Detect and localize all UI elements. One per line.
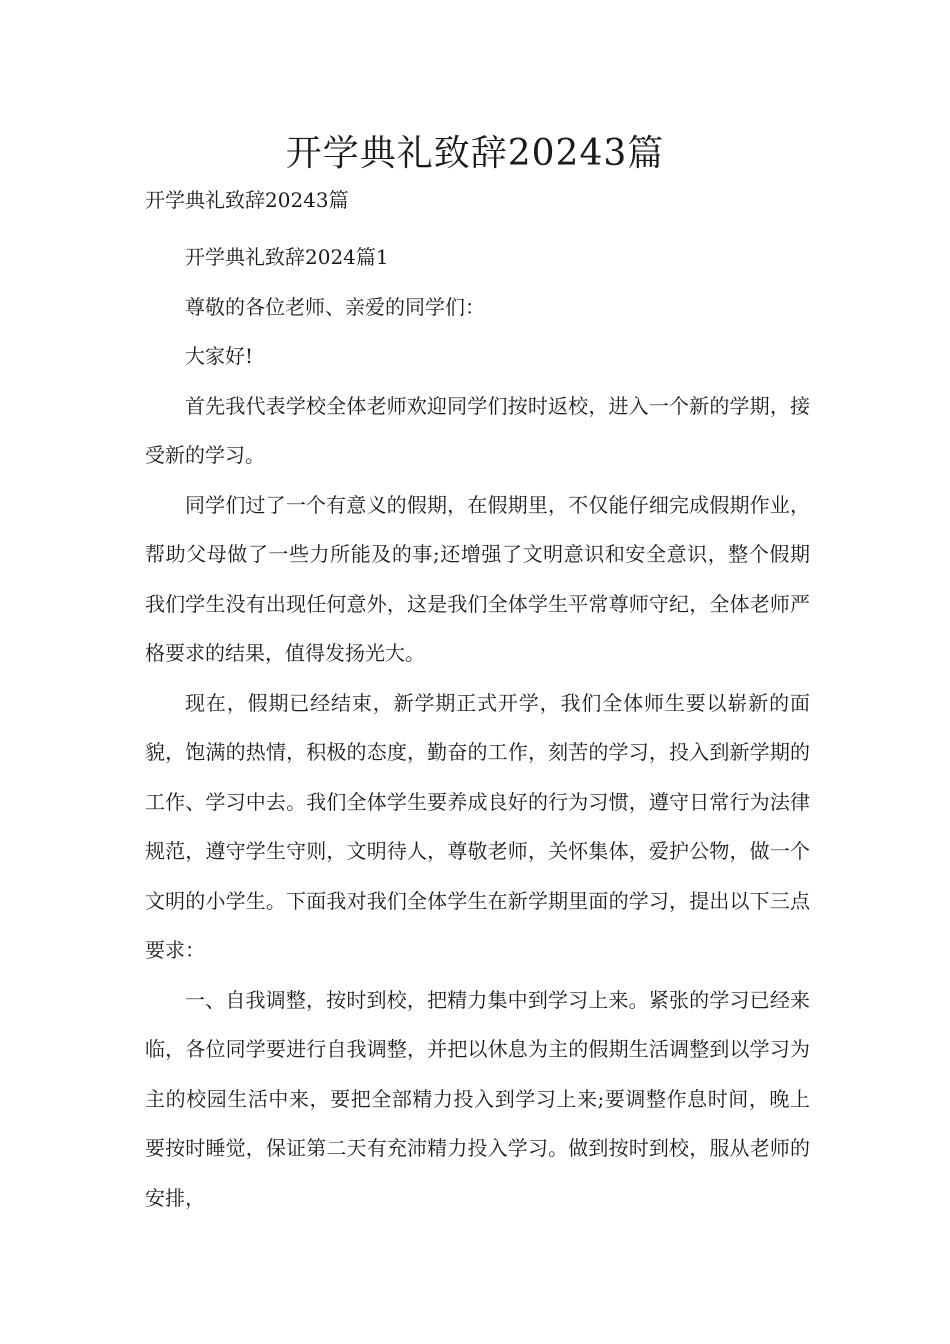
paragraph-new-semester: 现在，假期已经结束，新学期正式开学，我们全体师生要以崭新的面貌，饱满的热情，积极的态度，勤奋的工作，刻苦的学习，投入到新学期的工作、学习中去。我们全体学生要养成良好的行为习惯，遵守日常行为法律规范，遵守学生守则，文明待人，尊敬老师，关怀集体，爱护公物，做一个文明的小学生。下面我对我们全体学生在新学期里面的学习，提出以下三点要求： [145,690,810,962]
paragraph-section-heading: 开学典礼致辞2024篇1 [185,245,389,269]
document-body [145,233,810,1223]
paragraph-welcome: 首先我代表学校全体老师欢迎同学们按时返校，进入一个新的学期，接受新的学习。 [145,393,810,467]
document-subtitle: 开学典礼致辞20243篇 [145,188,349,212]
paragraph-salutation: 尊敬的各位老师、亲爱的同学们： [185,294,485,319]
paragraph-requirement-one: 一、自我调整，按时到校，把精力集中到学习上来。紧张的学习已经来临，各位同学要进行自我调整，并把以休息为主的假期生活调整到以学习为主的校园生活中来，要把全部精力投入到学习上来;要调整作息时间，晚上要按时睡觉，保证第二天有充沛精力投入学习。做到按时到校，服从老师的安排， [145,987,810,1210]
paragraph-holiday-review: 同学们过了一个有意义的假期，在假期里，不仅能仔细完成假期作业，帮助父母做了一些力所能及的事;还增强了文明意识和安全意识，整个假期我们学生没有出现任何意外，这是我们全体学生平常尊师守纪，全体老师严格要求的结果，值得发扬光大。 [145,492,810,665]
paragraph-greeting: 大家好! [185,344,254,368]
document-title: 开学典礼致辞20243篇 [285,133,665,174]
